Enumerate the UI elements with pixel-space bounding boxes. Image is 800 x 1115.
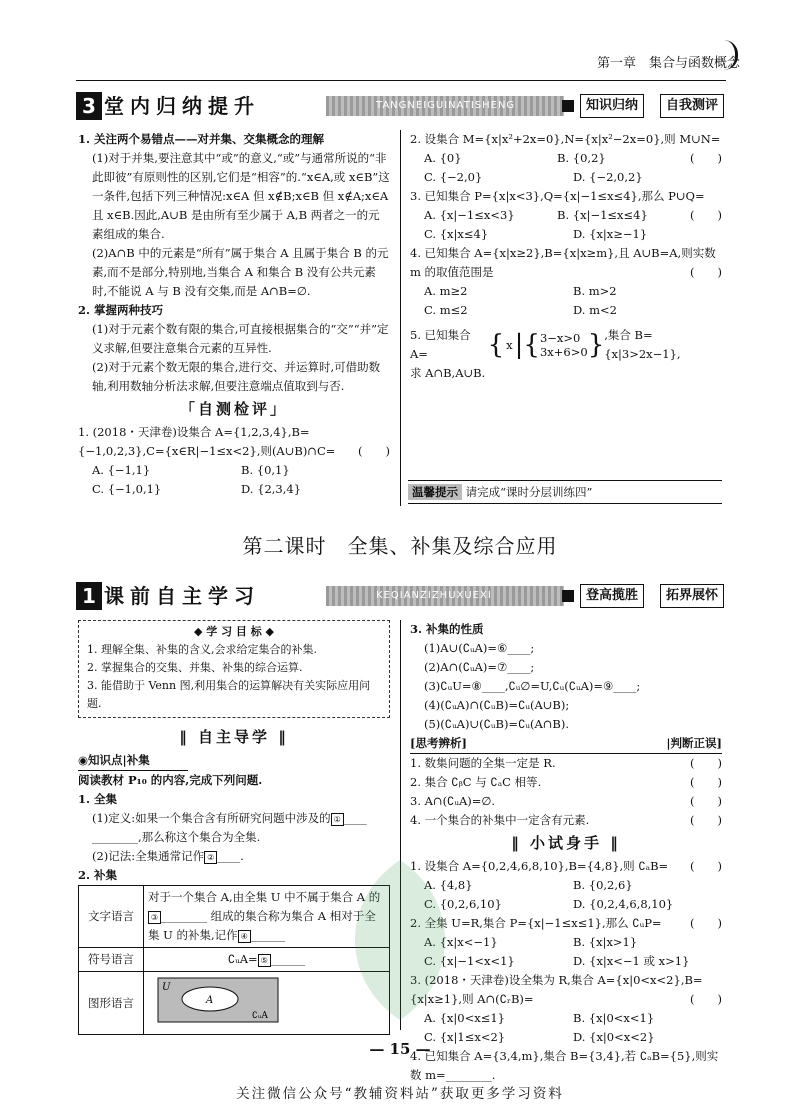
options-row — [410, 301, 722, 320]
table-cell: 对于一个集合 A,由全集 U 中不属于集合 A 的 ③ ________ 组成的集合称为集合 A 相对于全集 U 的补集,记作 ④ ______ — [144, 886, 390, 948]
options-row — [410, 149, 690, 168]
notation-line: (2)记法:全集通常记作 ② ____. — [92, 849, 244, 863]
question-text: 1. (2018・天津卷)设集合 A={1,2,3,4},B={−1,0,2,3},C={x∈R|−1≤x<2},则(A∪B)∩C= — [78, 425, 336, 458]
learning-goals — [78, 620, 390, 718]
tip-paragraph: (1)对于并集,要注意其中“或”的意义,“或”与通常所说的“非此即彼”有原则性的区别,它们是“相容”的.“x∈A,或 x∈B”这一条件,包括下列三种情况:x∈A 但 x∉B;x∈B 但 x∉A;x∈A 且 x∈B.因此,A∪B 是由所有至少属于 A,B 两者之一的元素组成的集合. — [92, 151, 390, 241]
cell-text: ∁ᵤA= — [227, 952, 258, 966]
section-tag-1: 登高揽胜 — [580, 584, 644, 608]
section-tag-1: 知识归纳 — [580, 94, 644, 118]
tf-item — [410, 773, 722, 792]
question-text: ,集合 B={x|3>2x−1}, — [604, 328, 681, 361]
option: B. m>2 — [573, 284, 617, 298]
subsection-universal: 1. 全集 — [78, 792, 118, 806]
self-study-title: ‖ 自主导学 ‖ — [179, 728, 289, 746]
question-text: 4. 已知集合 A={x|x≥2},B={x|x≥m},且 A∪B=A,则实数 m 的取值范围是 — [410, 246, 716, 279]
option: D. {x|x<−1 或 x>1} — [573, 954, 690, 968]
definition-text: (1)定义:如果一个集合含有所研究问题中涉及的 — [92, 811, 331, 825]
table-cell: ∁ᵤA= ⑤ ______ — [144, 948, 390, 972]
venn-diagram — [148, 974, 288, 1026]
option: A. {x|x<−1} — [424, 935, 498, 949]
tip-heading-2: 2. 掌握两种技巧 — [78, 303, 164, 317]
chapter-header: 第一章 集合与函数概念 — [596, 56, 740, 71]
page-number: — 15 — — [369, 1040, 431, 1058]
answer-paren[interactable]: ( ) — [690, 859, 722, 873]
options-row — [78, 480, 390, 499]
footer-note: 关注微信公众号“教辅资料站”获取更多学习资料 — [236, 1086, 564, 1102]
exercise-text: 2. 全集 U=R,集合 P={x|−1≤x≤1},那么 ∁ᵤP= — [410, 916, 662, 930]
property-item: (1)A∪(∁ᵤA)=⑥____; — [424, 641, 535, 655]
property-item: (5)(∁ᵤA)∪(∁ᵤB)=∁ᵤ(A∩B). — [424, 717, 569, 731]
options-row — [410, 225, 722, 244]
reading-instruction: 阅读教材 P₁₀ 的内容,完成下列问题. — [78, 773, 263, 787]
answer-paren[interactable]: ( ) — [690, 756, 722, 770]
cell-text: 对于一个集合 A,由全集 U 中不属于集合 A 的 — [148, 890, 381, 904]
options-row — [410, 206, 690, 225]
definition-line: (1)定义:如果一个集合含有所研究问题中涉及的 ① ____ — [92, 811, 367, 825]
self-test-title: 「自测检评」 — [179, 400, 288, 418]
option: C. {0,2,6,10} — [424, 897, 502, 911]
inequality-system — [540, 331, 588, 359]
question-1 — [78, 423, 390, 461]
question-text: 求 A∩B,A∪B. — [410, 366, 486, 380]
think-header — [410, 734, 722, 754]
goal-item: 2. 掌握集合的交集、并集、补集的综合运算. — [87, 661, 303, 674]
blank-box[interactable]: ① — [331, 813, 344, 826]
answer-paren[interactable]: ( ) — [690, 794, 722, 808]
exercise-text: 1. 设集合 A={0,2,4,6,8,10},B={4,8},则 ∁ₐB= — [410, 859, 669, 873]
answer-paren: ( ) — [358, 444, 390, 458]
goals-title: ◆ 学 习 目 标 ◆ — [193, 625, 275, 638]
section-banner-3 — [76, 92, 724, 120]
venn-label-u: U — [162, 982, 171, 993]
subsection-complement: 2. 补集 — [78, 868, 118, 882]
option: B. {0,2,6} — [573, 878, 633, 892]
tip-heading-1: 1. 关注两个易错点——对并集、交集概念的理解 — [78, 132, 325, 146]
question-text: 3. 已知集合 P={x|x<3},Q={x|−1≤x≤4},那么 P∪Q= — [410, 189, 705, 203]
tf-item — [410, 754, 722, 773]
option: D. {2,3,4} — [241, 482, 302, 496]
tip-label: 温馨提示 — [408, 484, 462, 500]
knowledge-point: ◉知识点|补集 — [78, 751, 188, 771]
option: B. {x|0<x<1} — [573, 1011, 655, 1025]
question-5: 5. 已知集合 A= { x | { 3−x>0 3x+6>0 } ,集合 B={x|3>2x−1}, — [410, 326, 722, 364]
section-square-icon — [562, 590, 574, 602]
tf-text: 1. 数集问题的全集一定是 R. — [410, 756, 556, 770]
right-column-1 — [410, 130, 722, 383]
options-row — [78, 461, 390, 480]
property-item: (4)(∁ᵤA)∩(∁ᵤB)=∁ᵤ(A∪B); — [424, 698, 570, 712]
notation-text: (2)记法:全集通常记作 — [92, 849, 205, 863]
blank-box[interactable]: ③ — [148, 911, 161, 924]
question-text: 2. 设集合 M={x|x²+2x=0},N={x|x²−2x=0},则 M∪N= — [410, 132, 721, 146]
answer-paren[interactable]: ( ) — [690, 775, 722, 789]
section-number: 1 — [76, 582, 102, 610]
answer-paren: ( ) — [690, 208, 722, 222]
think-label: [思考辨析] — [410, 736, 467, 750]
table-header-cell: 符号语言 — [79, 948, 144, 972]
option: C. m≤2 — [424, 303, 468, 317]
option: A. {0} — [424, 151, 462, 165]
tf-item — [410, 792, 722, 811]
option: C. {−1,0,1} — [92, 482, 162, 496]
question-text: 5. 已知集合 A= — [410, 328, 471, 361]
section-title: 课前自主学习 — [104, 584, 260, 608]
section-number: 3 — [76, 92, 102, 120]
options-row — [410, 282, 722, 301]
brace-icon: { — [487, 330, 505, 360]
option: A. {4,8} — [424, 878, 473, 892]
goal-item: 1. 理解全集、补集的含义,会求给定集合的补集. — [87, 643, 317, 656]
brace-icon: { — [523, 330, 540, 360]
option: B. {0,1} — [241, 463, 290, 477]
answer-paren: ( ) — [690, 151, 722, 165]
answer-paren[interactable]: ( ) — [690, 992, 722, 1006]
answer-paren[interactable]: ( ) — [690, 813, 722, 827]
cell-text: 组成的集合称为集合 A 相对于全集 U 的补集,记作 — [148, 909, 376, 942]
option: D. m<2 — [573, 303, 617, 317]
lesson-title: 第二课时 全集、补集及综合应用 — [242, 534, 558, 558]
option: C. {−2,0} — [424, 170, 483, 184]
venn-label-complement: ∁ᵤA — [252, 1011, 268, 1021]
option: A. {x|0<x≤1} — [424, 1011, 505, 1025]
option: A. m≥2 — [424, 284, 468, 298]
section-title: 堂内归纳提升 — [104, 94, 260, 118]
option: D. {x|x≥−1} — [573, 227, 648, 241]
option: A. {x|−1≤x<3} — [424, 208, 515, 222]
section-square-icon — [562, 100, 574, 112]
answer-paren[interactable]: ( ) — [690, 916, 722, 930]
table-header-cell: 文字语言 — [79, 886, 144, 948]
tip-text: 请完成“课时分层训练四” — [465, 485, 593, 499]
option: A. {−1,1} — [92, 463, 151, 477]
watermark-leaf-icon — [300, 840, 500, 1040]
column-divider — [400, 130, 401, 506]
judge-label: |判断正误] — [666, 736, 722, 750]
header-rule — [76, 80, 726, 81]
option: C. {x|x≤4} — [424, 227, 489, 241]
subsection-properties: 3. 补集的性质 — [410, 622, 484, 636]
answer-paren: ( ) — [690, 265, 722, 279]
tip-paragraph: (2)对于元素个数无限的集合,进行交、并运算时,可借助数轴,利用数轴分析法求解,但要注意端点值取到与否. — [92, 360, 381, 393]
venn-label-a: A — [206, 995, 214, 1006]
tf-text: 3. A∩(∁ᵤA)=∅. — [410, 794, 496, 808]
exercise-text: 3. (2018・天津卷)设全集为 R,集合 A={x|0<x<2},B={x|x≥1},则 A∩(∁ᵣB)= — [410, 973, 703, 1006]
question-4 — [410, 244, 722, 282]
options-row — [410, 168, 722, 187]
tip-paragraph: (1)对于元素个数有限的集合,可直接根据集合的“交”“并”定义求解,但要注意集合元素的互异性. — [92, 322, 389, 355]
section-pinyin: KEQIANZIZHUXUEXI — [326, 586, 564, 606]
tip-paragraph: (2)A∩B 中的元素是“所有”属于集合 A 且属于集合 B 的元素,而不是部分,特别地,当集合 A 和集合 B 没有公共元素时,不能说 A 与 B 没有交集,而是 A∩B=∅. — [92, 246, 389, 298]
option: D. {x|0<x<2} — [573, 1030, 655, 1044]
blank-box[interactable]: ⑤ — [258, 954, 271, 967]
tip-bar — [408, 480, 722, 504]
table-header-cell: 图形语言 — [79, 972, 144, 1035]
try-yourself-title: ‖ 小试身手 ‖ — [511, 834, 621, 852]
tf-item — [410, 811, 722, 830]
section-tag-2: 拓界展怀 — [660, 584, 724, 608]
option: D. {0,2,4,6,8,10} — [573, 897, 674, 911]
goal-item: 3. 能借助于 Venn 图,利用集合的运算解决有关实际应用问题. — [87, 679, 371, 710]
exercise-4: 4. 已知集合 A={3,4,m},集合 B={3,4},若 ∁ₐB={5},则实数 m=________. — [410, 1049, 719, 1082]
tf-text: 4. 一个集合的补集中一定含有元素. — [410, 813, 590, 827]
tf-text: 2. 集合 ∁ᵦC 与 ∁ₐC 相等. — [410, 775, 542, 789]
section-banner-1 — [76, 582, 724, 610]
option: C. {x|−1<x<1} — [424, 954, 515, 968]
option: B. {0,2} — [557, 151, 606, 165]
section-tag-2: 自我测评 — [660, 94, 724, 118]
option: B. {x|x>1} — [573, 935, 638, 949]
blank-box[interactable]: ② — [204, 851, 217, 864]
inequality: 3−x>0 — [539, 331, 581, 345]
property-item: (2)A∩(∁ᵤA)=⑦____; — [424, 660, 535, 674]
option: B. {x|−1≤x≤4} — [557, 208, 648, 222]
property-item: (3)∁ᵤU=⑧____,∁ᵤ∅=U,∁ᵤ(∁ᵤA)=⑨____; — [424, 679, 641, 693]
section-pinyin: TANGNEIGUINATISHENG — [326, 96, 564, 116]
option: D. {−2,0,2} — [573, 170, 643, 184]
blank-box[interactable]: ④ — [238, 930, 251, 943]
left-column-1 — [78, 130, 390, 499]
definition-line: ________,那么称这个集合为全集. — [92, 830, 261, 844]
option: C. {x|1≤x<2} — [424, 1030, 506, 1044]
inequality: 3x+6>0 — [539, 345, 588, 359]
